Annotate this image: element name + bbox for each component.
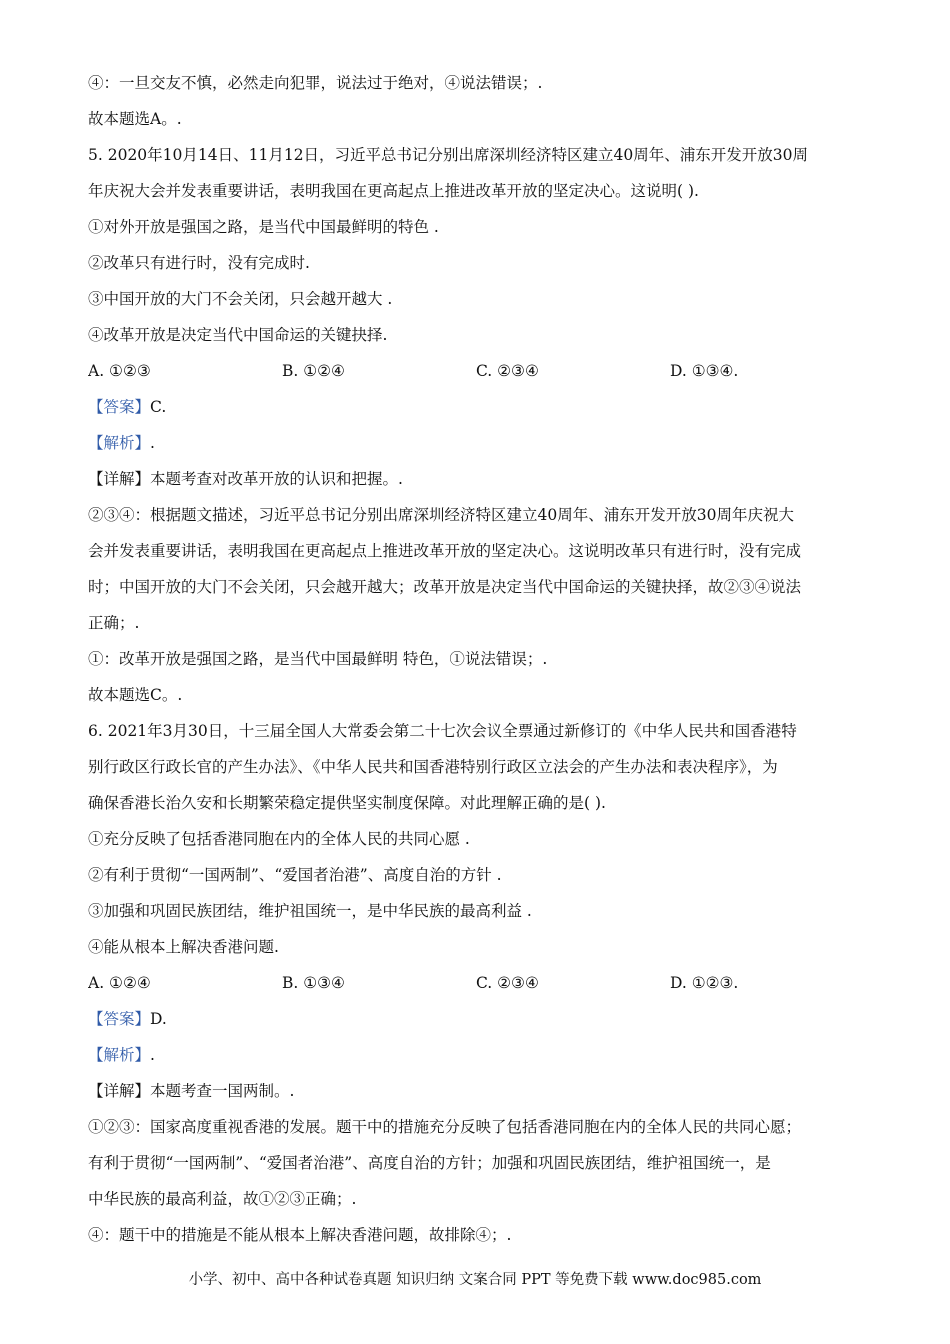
q6-statement-1: ①充分反映了包括香港同胞在内的全体人民的共同心愿 . [88, 830, 470, 848]
q6-explanation-line-1: ①②③：国家高度重视香港的发展。题干中的措施充分反映了包括香港同胞在内的全体人民的共同心愿； [88, 1118, 802, 1136]
q5-option-a: A. ①②③ [88, 362, 151, 380]
q5-statement-3: ③中国开放的大门不会关闭，只会越开越大 . [88, 290, 393, 308]
q5-conclusion: 故本题选C。. [88, 686, 183, 704]
q5-options [88, 361, 868, 397]
q6-option-d: D. ①②③. [670, 974, 739, 992]
q5-explanation-line-1: ②③④：根据题文描述，习近平总书记分别出席深圳经济特区建立40周年、浦东开发开放30周年庆祝大 [88, 506, 794, 524]
q6-answer [88, 1009, 868, 1045]
q5-option-b: B. ①②④ [282, 362, 345, 380]
q6-option-a: A. ①②④ [88, 974, 151, 992]
q5-stem-line-1: 5. 2020年10月14日、11月12日，习近平总书记分别出席深圳经济特区建立40周年、浦东开发开放30周 [88, 146, 809, 164]
q5-option-c: C. ②③④ [476, 362, 539, 380]
q5-statement-4: ④改革开放是决定当代中国命运的关键抉择. [88, 326, 388, 344]
conclusion-line: 故本题选A。. [88, 110, 182, 128]
analysis-suffix: . [150, 434, 155, 452]
detail-tag: 【详解】 [88, 1082, 151, 1100]
answer-value: D. [150, 1010, 167, 1028]
q6-explanation-line-2: 有利于贯彻“一国两制”、“爱国者治港”、高度自治的方针；加强和巩固民族团结，维护祖国统一，是 [88, 1154, 771, 1172]
answer-tag: 【答案】 [88, 398, 151, 416]
answer-tag: 【答案】 [88, 1010, 151, 1028]
page-footer: 小学、初中、高中各种试卷真题 知识归纳 文案合同 PPT 等免费下载 www.doc985.com [188, 1272, 762, 1288]
detail-text: 本题考查对改革开放的认识和把握。. [150, 470, 403, 488]
detail-tag: 【详解】 [88, 470, 151, 488]
q5-answer [88, 397, 868, 433]
analysis-line: ④：一旦交友不慎，必然走向犯罪，说法过于绝对，④说法错误；. [88, 74, 543, 92]
q5-statement-1: ①对外开放是强国之路，是当代中国最鲜明的特色 . [88, 218, 439, 236]
q6-stem-line-1: 6. 2021年3月30日，十三届全国人大常委会第二十七次会议全票通过新修订的《中华人民共和国香港特 [88, 722, 797, 740]
q5-explanation-line-5: ①：改革开放是强国之路，是当代中国最鲜明 特色，①说法错误；. [88, 650, 548, 668]
q5-detail [88, 469, 868, 505]
q5-explanation-line-4: 正确；. [88, 614, 140, 632]
q6-explanation-line-4: ④：题干中的措施是不能从根本上解决香港问题，故排除④；. [88, 1226, 512, 1244]
q5-statement-2: ②改革只有进行时，没有完成时. [88, 254, 310, 272]
q6-option-b: B. ①③④ [282, 974, 345, 992]
q6-detail [88, 1081, 868, 1117]
q6-statement-3: ③加强和巩固民族团结，维护祖国统一，是中华民族的最高利益 . [88, 902, 532, 920]
page-content [88, 73, 868, 1261]
q5-explanation-line-3: 时；中国开放的大门不会关闭，只会越开越大；改革开放是决定当代中国命运的关键抉择，故②③④说法 [88, 578, 802, 596]
q5-stem-line-2: 年庆祝大会并发表重要讲话，表明我国在更高起点上推进改革开放的坚定决心。这说明( ). [88, 182, 699, 200]
q6-explanation-line-3: 中华民族的最高利益，故①②③正确；. [88, 1190, 357, 1208]
q6-options [88, 973, 868, 1009]
answer-value: C. [150, 398, 167, 416]
q5-explanation-line-2: 会并发表重要讲话，表明我国在更高起点上推进改革开放的坚定决心。这说明改革只有进行时，没有完成 [88, 542, 802, 560]
detail-text: 本题考查一国两制。. [150, 1082, 295, 1100]
analysis-suffix: . [150, 1046, 155, 1064]
q5-option-d: D. ①③④. [670, 362, 739, 380]
q6-statement-4: ④能从根本上解决香港问题. [88, 938, 279, 956]
q6-analysis [88, 1045, 868, 1081]
q6-statement-2: ②有利于贯彻“一国两制”、“爱国者治港”、高度自治的方针 . [88, 866, 502, 884]
q6-stem-line-3: 确保香港长治久安和长期繁荣稳定提供坚实制度保障。对此理解正确的是( ). [88, 794, 606, 812]
q6-option-c: C. ②③④ [476, 974, 539, 992]
analysis-tag: 【解析】 [88, 434, 151, 452]
q5-analysis [88, 433, 868, 469]
q6-stem-line-2: 别行政区行政长官的产生办法》、《中华人民共和国香港特别行政区立法会的产生办法和表决程序》，为 [88, 758, 778, 776]
analysis-tag: 【解析】 [88, 1046, 151, 1064]
